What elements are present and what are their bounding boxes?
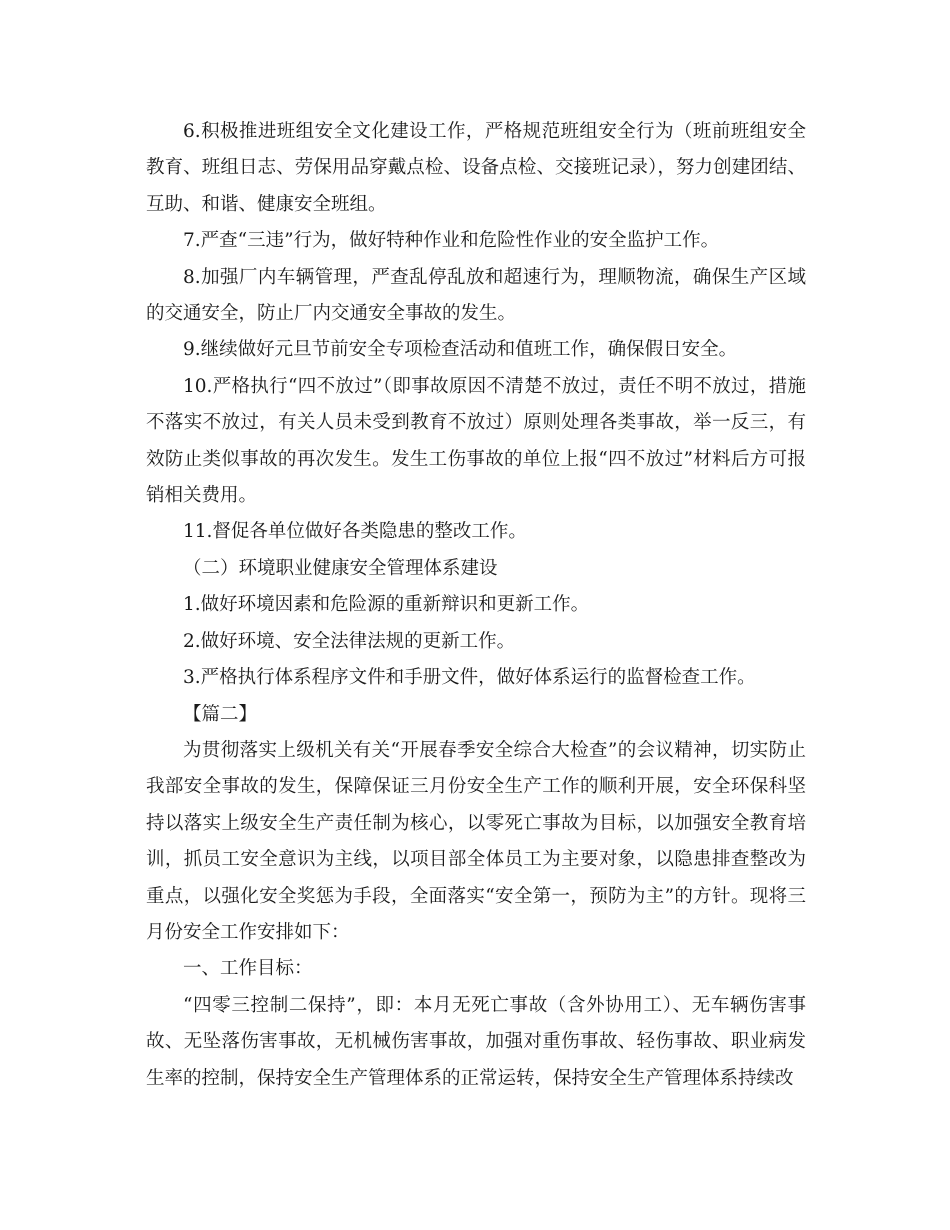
paragraph-item-8: 8.加强厂内车辆管理，严查乱停乱放和超速行为，理顺物流，确保生产区域的交通安全，防止厂内交通安全事故的发生。 xyxy=(146,266,806,325)
paragraph-goals: “四零三控制二保持”，即：本月无死亡事故（含外协用工）、无车辆伤害事故、无坠落伤害事故，无机械伤害事故，加强对重伤事故、轻伤事故、职业病发生率的控制，保持安全生产管理体系的正常运转，保持安全生产管理体系持续改 xyxy=(146,994,806,1089)
paragraph-intro: 为贯彻落实上级机关有关“开展春季安全综合大检查”的会议精神，切实防止我部安全事故的发生，保障保证三月份安全生产工作的顺利开展，安全环保科坚持以落实上级安全生产责任制为核心，以零死亡事故为目标，以加强安全教育培训，抓员工安全意识为主线，以项目部全体员工为主要对象，以隐患排查整改为重点，以强化安全奖惩为手段，全面落实“安全第一，预防为主”的方针。现将三月份安全工作安排如下： xyxy=(146,739,806,943)
document-body xyxy=(146,114,806,1097)
paragraph-item-6: 6.积极推进班组安全文化建设工作，严格规范班组安全行为（班前班组安全教育、班组日志、劳保用品穿戴点检、设备点检、交接班记录），努力创建团结、互助、和谐、健康安全班组。 xyxy=(146,121,806,215)
paragraph-ehs-item-2: 2.做好环境、安全法律法规的更新工作。 xyxy=(183,630,516,652)
paragraph-ehs-item-1: 1.做好环境因素和危险源的重新辩识和更新工作。 xyxy=(183,594,590,616)
chapter-heading: 【篇二】 xyxy=(183,703,258,725)
paragraph-item-9: 9.继续做好元旦节前安全专项检查活动和值班工作，确保假日安全。 xyxy=(183,339,738,361)
paragraph-item-11: 11.督促各单位做好各类隐患的整改工作。 xyxy=(183,521,527,543)
paragraph-item-10: 10.严格执行“四不放过”（即事故原因不清楚不放过，责任不明不放过，措施不落实不放过，有关人员未受到教育不放过）原则处理各类事故，举一反三，有效防止类似事故的再次发生。发生工伤事故的单位上报“四不放过”材料后方可报销相关费用。 xyxy=(146,375,806,507)
section-heading-ehs-system: （二）环境职业健康安全管理体系建设 xyxy=(183,557,498,579)
section-heading-goals: 一、工作目标： xyxy=(183,958,313,980)
paragraph-ehs-item-3: 3.严格执行体系程序文件和手册文件，做好体系运行的监督检查工作。 xyxy=(183,667,756,689)
paragraph-item-7: 7.严查“三违”行为，做好特种作业和危险性作业的安全监护工作。 xyxy=(183,230,720,252)
